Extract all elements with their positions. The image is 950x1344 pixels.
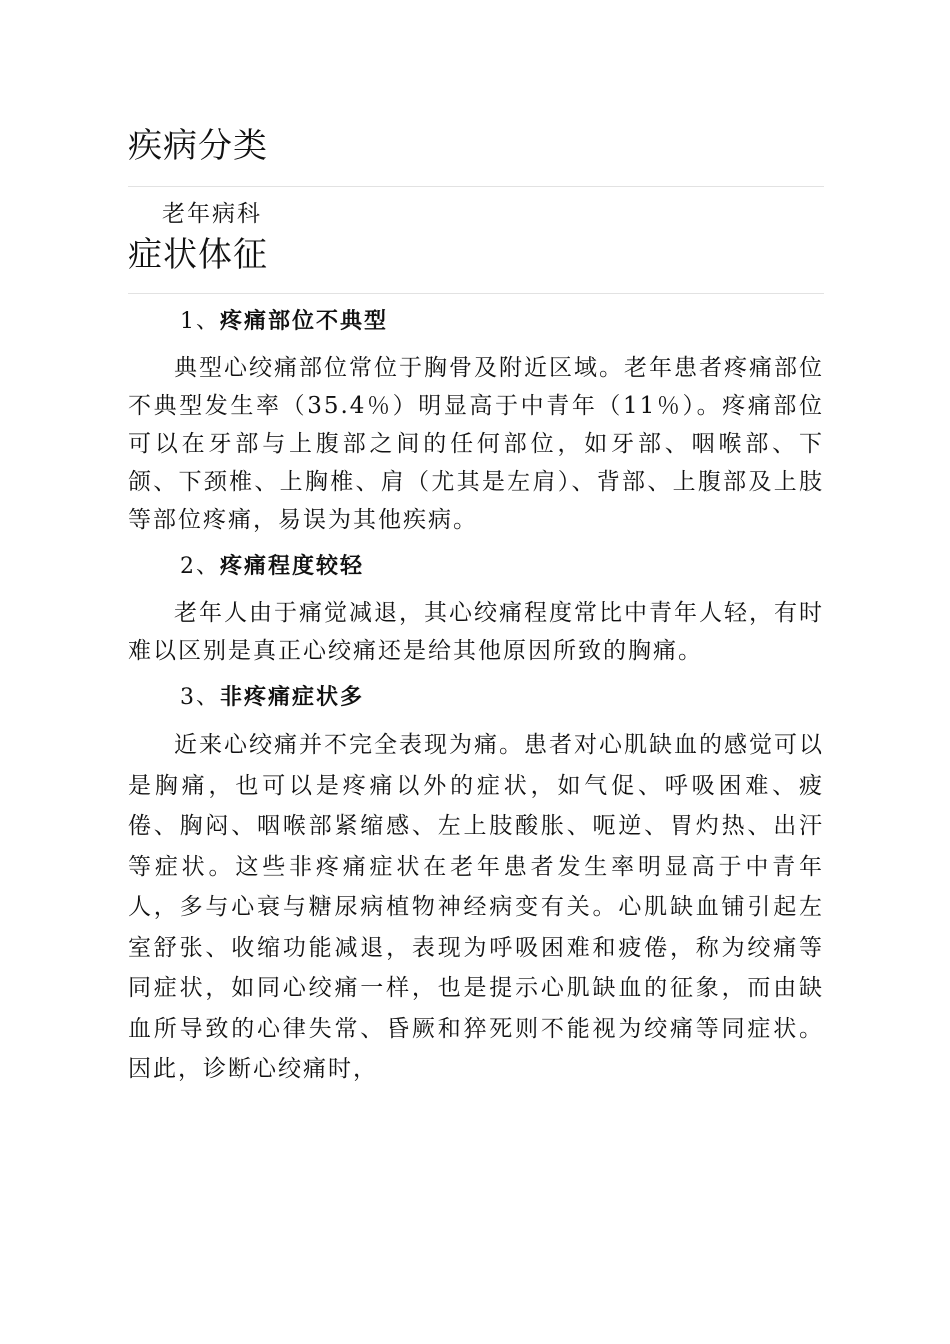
document-page <box>128 0 824 1090</box>
symptom-paragraph: 老年人由于痛觉减退，其心绞痛程度常比中青年人轻，有时难以区别是真正心绞痛还是给其他原因所致的胸痛。 <box>128 600 824 664</box>
symptom-number: 3、 <box>180 685 220 710</box>
symptom-title-text: 非疼痛症状多 <box>220 684 365 710</box>
symptom-paragraph: 典型心绞痛部位常位于胸骨及附近区域。老年患者疼痛部位不典型发生率（35.4％）明显高于中青年（11％）。疼痛部位可以在牙部与上腹部之间的任何部位，如牙部、咽喉部、下颌、下颈椎、上胸椎、肩（尤其是左肩）、背部、上腹部及上肢等部位疼痛，易误为其他疾病。 <box>128 355 824 533</box>
top-margin <box>128 0 824 126</box>
symptom-title <box>128 302 824 341</box>
symptom-number: 1、 <box>180 309 220 334</box>
category-text: 老年病科 <box>162 201 262 227</box>
symptom-title <box>128 678 824 717</box>
symptom-number: 2、 <box>180 554 220 579</box>
symptom-item-3 <box>128 678 824 1090</box>
heading-disease-classification: 疾病分类 <box>128 126 268 166</box>
symptom-paragraph: 近来心绞痛并不完全表现为痛。患者对心肌缺血的感觉可以是胸痛，也可以是疼痛以外的症状，如气促、呼吸困难、疲倦、胸闷、咽喉部紧缩感、左上肢酸胀、呃逆、胃灼热、出汗等症状。这些非疼痛症状在老年患者发生率明显高于中青年人，多与心衰与糖尿病植物神经病变有关。心肌缺血铺引起左室舒张、收缩功能减退，表现为呼吸困难和疲倦，称为绞痛等同症状，如同心绞痛一样，也是提示心肌缺血的征象，而由缺血所导致的心律失常、昏厥和猝死则不能视为绞痛等同症状。因此，诊断心绞痛时， <box>128 732 824 1082</box>
symptom-title <box>128 547 824 586</box>
symptom-title-text: 疼痛部位不典型 <box>220 308 389 334</box>
symptom-item-2 <box>128 547 824 670</box>
symptom-title-text: 疼痛程度较轻 <box>220 553 365 579</box>
symptom-item-1 <box>128 302 824 539</box>
heading-symptoms: 症状体征 <box>128 235 268 275</box>
